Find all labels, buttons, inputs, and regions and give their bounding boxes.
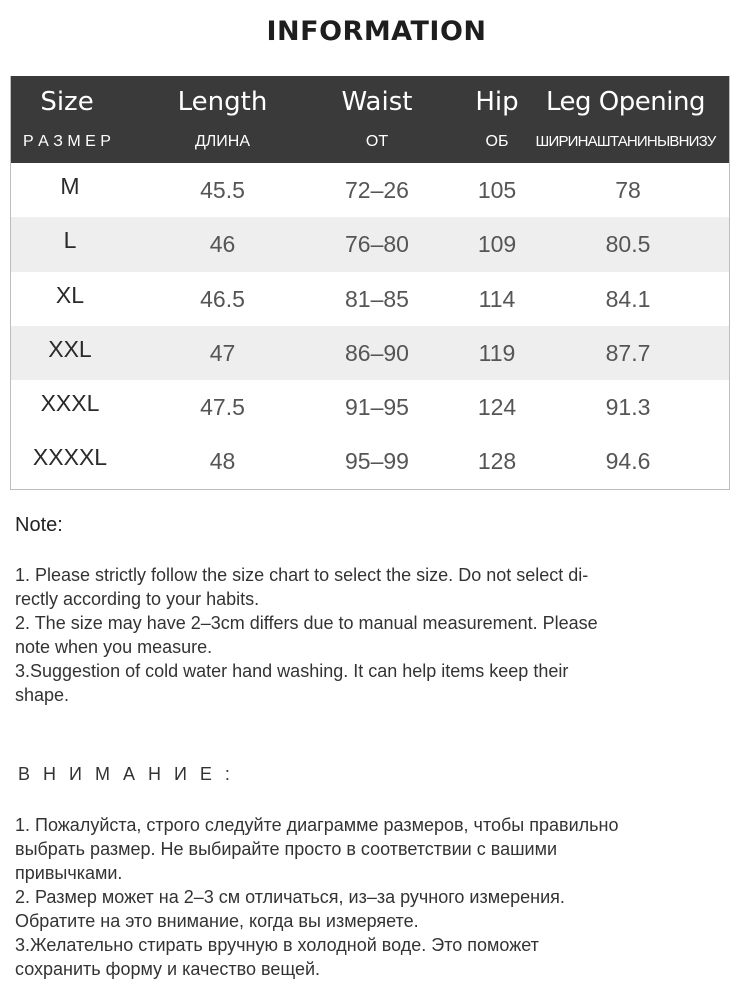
header-leg-opening <box>522 76 729 163</box>
note-item: 1. Please strictly follow the size chart to select the size. Do not select di- rectly according to your habits. <box>15 565 589 609</box>
note-heading-russian: В Н И М А Н И Е : <box>18 764 234 784</box>
size-cell: XXXXL <box>32 444 108 471</box>
header-size-label: Size <box>40 87 94 117</box>
length-cell: 46 <box>209 231 236 258</box>
length-cell: 47.5 <box>200 394 245 421</box>
table-row <box>11 217 729 271</box>
header-hip-label: Hip <box>475 87 519 117</box>
note-heading: Note: <box>15 514 63 536</box>
size-cell: XXL <box>48 335 92 362</box>
header-waist-label: Waist <box>341 87 413 117</box>
leg-opening-cell: 78 <box>615 177 641 203</box>
leg-opening-cell: 87.7 <box>605 339 651 366</box>
hip-cell: 105 <box>477 177 517 203</box>
header-leg-opening-sublabel: ШИРИНАШТАНИНЫВНИЗУ <box>535 133 716 150</box>
table-header-row <box>11 76 729 163</box>
hip-cell: 109 <box>477 231 517 258</box>
waist-cell: 76–80 <box>345 231 409 258</box>
note-list-english <box>15 563 715 707</box>
size-cell: L <box>63 227 77 254</box>
length-cell: 48 <box>209 448 236 475</box>
header-waist <box>294 76 460 163</box>
header-length-label: Length <box>177 87 268 117</box>
waist-cell: 72–26 <box>345 177 409 203</box>
waist-cell: 95–99 <box>345 448 409 475</box>
header-size-sublabel: Р А З М Е Р <box>23 133 111 150</box>
waist-cell: 86–90 <box>345 339 409 366</box>
table-row <box>11 434 729 488</box>
table-row <box>11 326 729 380</box>
waist-cell: 91–95 <box>345 394 409 421</box>
hip-cell: 128 <box>477 448 517 475</box>
header-hip-sublabel: ОБ <box>485 133 509 150</box>
note-list-russian <box>15 813 715 981</box>
note-item: 3.Желательно стирать вручную в холодной воде. Это поможет сохранить форму и качество вещей. <box>15 935 539 979</box>
leg-opening-cell: 91.3 <box>605 394 651 421</box>
header-leg-opening-label: Leg Opening <box>546 87 705 117</box>
header-length <box>141 76 304 163</box>
size-cell: M <box>60 173 80 199</box>
hip-cell: 114 <box>478 285 516 312</box>
hip-cell: 124 <box>477 394 517 421</box>
length-cell: 46.5 <box>200 285 245 312</box>
hip-cell: 119 <box>478 339 516 366</box>
size-cell: XL <box>55 281 85 308</box>
size-cell: XXXL <box>40 390 100 417</box>
table-row <box>11 272 729 326</box>
header-waist-sublabel: ОТ <box>365 133 389 150</box>
note-item: 2. The size may have 2–3cm differs due to manual measurement. Please note when you measure. <box>15 613 598 657</box>
length-cell: 47 <box>209 339 236 366</box>
note-item: 3.Suggestion of cold water hand washing. It can help items keep their shape. <box>15 661 569 705</box>
leg-opening-cell: 94.6 <box>605 448 651 475</box>
table-row <box>11 163 729 217</box>
size-chart-table <box>10 76 730 490</box>
table-row <box>11 380 729 434</box>
leg-opening-cell: 84.1 <box>605 285 651 312</box>
leg-opening-cell: 80.5 <box>605 231 651 258</box>
note-item: 1. Пожалуйста, строго следуйте диаграмме размеров, чтобы правильно выбрать размер. Не выбирайте просто в соответствии с вашими привычками. <box>15 815 619 883</box>
page-title: INFORMATION <box>266 16 487 47</box>
note-item: 2. Размер может на 2–3 см отличаться, из–за ручного измерения. Обратите на это внимание, когда вы измеряете. <box>15 887 565 931</box>
header-size <box>14 76 120 163</box>
header-length-sublabel: ДЛИНА <box>194 133 251 150</box>
length-cell: 45.5 <box>200 177 245 203</box>
waist-cell: 81–85 <box>345 285 409 312</box>
